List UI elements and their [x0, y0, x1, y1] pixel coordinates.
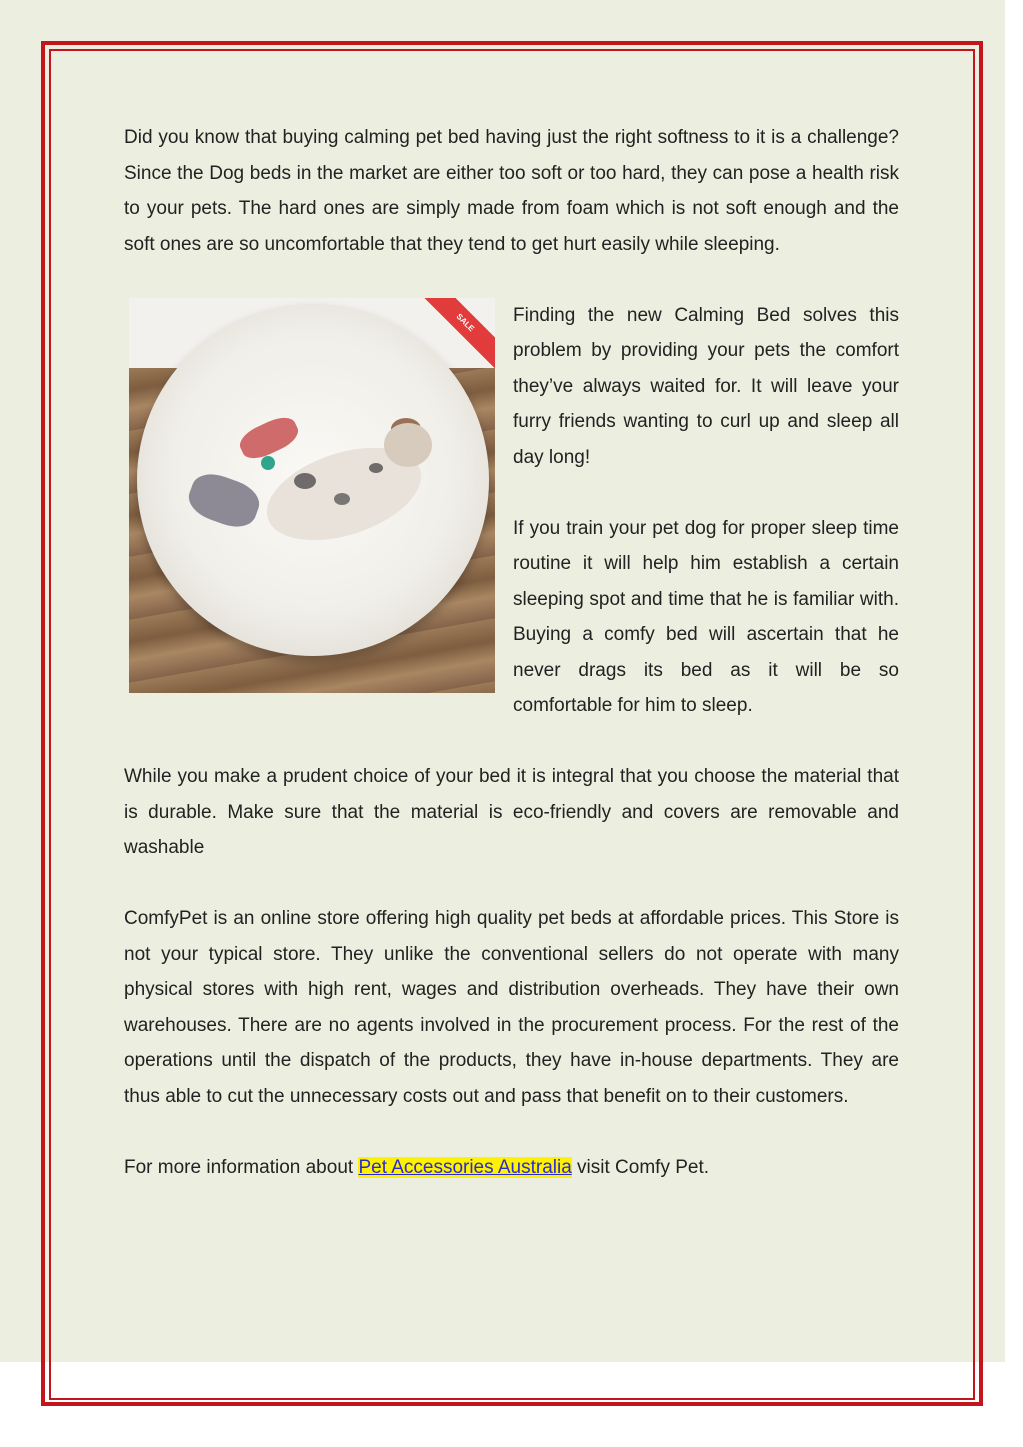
puppy-head: [384, 423, 432, 467]
pet-accessories-link[interactable]: Pet Accessories Australia: [358, 1156, 572, 1178]
closing-prefix: For more information about: [124, 1156, 359, 1178]
document-body: [124, 120, 899, 1185]
closing-suffix: visit Comfy Pet.: [571, 1156, 710, 1178]
puppy-spot: [294, 473, 316, 489]
paragraph-calming-bed: Finding the new Calming Bed solves this problem by providing your pets the comfort they’ve always waited for. It will leave your furry friends wanting to curl up and sleep all day long!: [513, 304, 899, 468]
paragraph-material: While you make a prudent choice of your bed it is integral that you choose the material that is durable. Make sure that the material is eco-friendly and covers are removable and washable: [124, 766, 899, 858]
toy-ball: [261, 456, 275, 470]
paragraph-intro: Did you know that buying calming pet bed having just the right softness to it is a challenge? Since the Dog beds in the market are either too soft or too hard, they can pose a health risk to your pets. The hard ones are simply made from foam which is not soft enough and the soft ones are so uncomfortable that they tend to get hurt easily while sleeping.: [124, 127, 899, 255]
puppy-spot: [334, 493, 350, 505]
sale-badge: SALE: [415, 298, 495, 373]
puppy-spot: [369, 463, 383, 473]
paragraph-sleep-routine: If you train your pet dog for proper sleep time routine it will help him establish a certain sleeping spot and time that he is familiar with. Buying a comfy bed will ascertain that he never drags its bed as it will be so comfortable for him to sleep.: [513, 517, 899, 716]
paragraph-comfypet: ComfyPet is an online store offering high quality pet beds at affordable prices. This Store is not your typical store. They unlike the conventional sellers do not operate with many physical stores with high rent, wages and distribution overheads. They have their own warehouses. There are no agents involved in the procurement process. For the rest of the operations until the dispatch of the products, they have in-house departments. They are thus able to cut the unnecessary costs out and pass that benefit on to their customers.: [124, 908, 899, 1107]
calming-bed-photo: [129, 298, 495, 693]
paragraph-closing: [124, 1150, 899, 1186]
